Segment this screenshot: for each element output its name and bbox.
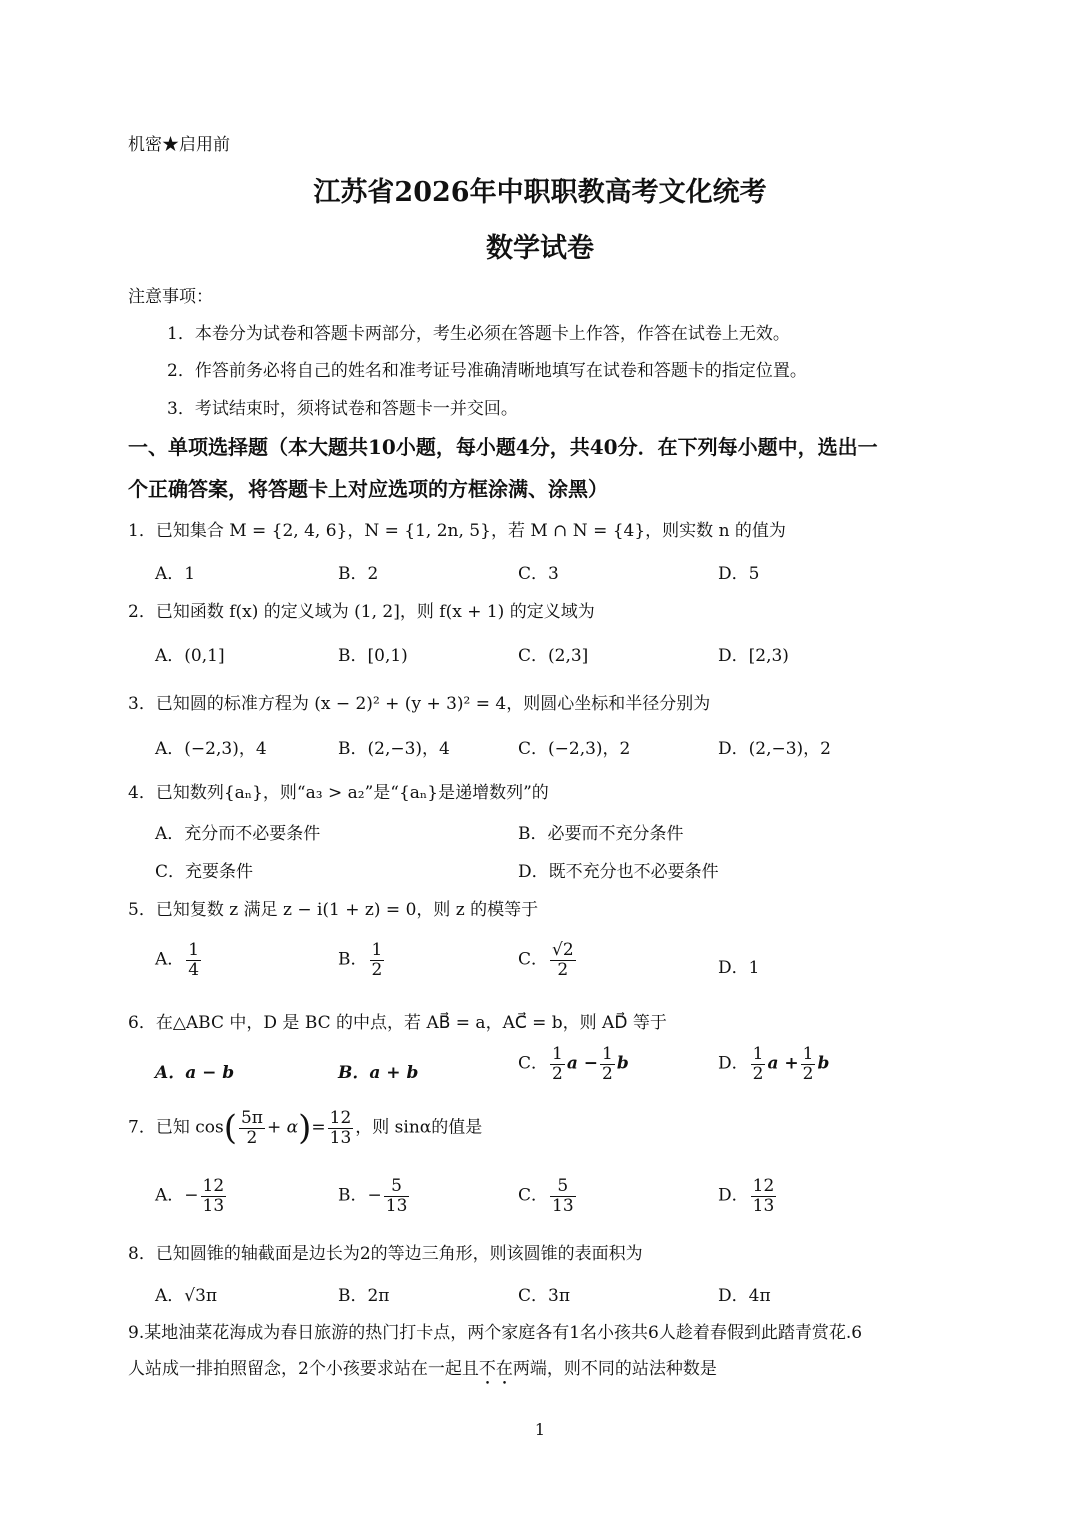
q4-option-d: D．既不充分也不必要条件 [518,862,719,882]
q8-option-b: B．2π [338,1286,390,1306]
q4-option-b: B．必要而不充分条件 [518,824,684,844]
q3-option-d: D．(2,−3)，2 [718,739,831,759]
question-2-stem: 2．已知函数 f(x) 的定义域为 (1, 2]，则 f(x + 1) 的定义域为 [128,602,595,622]
question-9-stem-line1: 9.某地油菜花海成为春日旅游的热门打卡点，两个家庭各有1名小孩共6人趁着春假到此踏青赏花.6 [128,1323,863,1343]
q5-option-d: D．1 [718,958,760,978]
question-4-stem: 4．已知数列{aₙ}，则“a₃ > a₂”是“{aₙ}是递增数列”的 [128,783,549,803]
question-1-stem: 1．已知集合 M = {2, 4, 6}，N = {1, 2n, 5}，若 M ∩ N = {4}，则实数 n 的值为 [128,521,786,541]
q6-option-d: D． $\frac{1}{2}$ a + $\frac{1}{2}$ b [718,1044,830,1084]
q7-option-d: D． $\frac{12}{13}$ [718,1176,775,1216]
q5-option-c: C． $\frac{√2}{2}$ [518,940,574,980]
q8-option-a: A．√3π [155,1286,218,1306]
question-9-stem-line2: 人站成一排拍照留念，2个小孩要求站在一起且不在两端，则不同的站法种数是 [128,1359,717,1379]
question-3-stem: 3．已知圆的标准方程为 (x − 2)² + (y + 3)² = 4，则圆心坐标和半径分别为 [128,694,711,714]
q4-option-c: C．充要条件 [155,862,254,882]
question-8-stem: 8．已知圆锥的轴截面是边长为2的等边三角形，则该圆锥的表面积为 [128,1244,643,1264]
q1-option-b: B．2 [338,564,379,584]
page-number: 1 [534,1420,546,1439]
note-item: 3．考试结束时，须将试卷和答题卡一并交回。 [167,399,518,419]
q2-option-b: B．[0,1) [338,646,408,666]
q7-option-c: C． $\frac{5}{13}$ [518,1176,574,1216]
q2-option-a: A．(0,1] [155,646,225,666]
q6-option-a: A．a − b [155,1063,235,1083]
q4-option-a: A．充分而不必要条件 [155,824,321,844]
q3-option-a: A．(−2,3)，4 [155,739,267,759]
exam-title: 江苏省2026年中职职教高考文化统考 [313,177,767,208]
question-6-stem: 6．在△ABC 中，D 是 BC 的中点，若 AB⃗ = a，AC⃗ = b，则 AD⃗ 等于 [128,1013,667,1033]
q2-option-d: D．[2,3) [718,646,789,666]
confidential-mark: 机密★启用前 [128,135,230,155]
q8-option-c: C．3π [518,1286,570,1306]
q6-option-b: B．a + b [338,1063,419,1083]
section-heading-line2: 个正确答案，将答题卡上对应选项的方框涂满、涂黑） [128,477,608,501]
q3-option-b: B．(2,−3)，4 [338,739,450,759]
q3-option-c: C．(−2,3)，2 [518,739,631,759]
q1-option-a: A．1 [155,564,196,584]
note-item: 2．作答前务必将自己的姓名和准考证号准确清晰地填写在试卷和答题卡的指定位置。 [167,361,807,381]
notes-heading: 注意事项： [128,287,213,307]
q5-option-b: B． $\frac{1}{2}$ [338,940,383,980]
q6-option-c: C． $\frac{1}{2}$ a − $\frac{1}{2}$ b [518,1044,629,1084]
q2-option-c: C．(2,3] [518,646,589,666]
q7-option-a: A．− $\frac{12}{13}$ [155,1176,225,1216]
note-item: 1．本卷分为试卷和答题卡两部分，考生必须在答题卡上作答，作答在试卷上无效。 [167,324,790,344]
q1-option-c: C．3 [518,564,559,584]
question-7-stem: 7．已知 cos( $\frac{5\pi}{2}$ + α)= $\frac{12}{13}$ ，则 sinα的值是 [128,1107,483,1148]
section-heading-line1: 一、单项选择题（本大题共10小题，每小题4分，共40分．在下列每小题中，选出一 [128,435,878,459]
q1-option-d: D．5 [718,564,760,584]
q8-option-d: D．4π [718,1286,771,1306]
question-5-stem: 5．已知复数 z 满足 z − i(1 + z) = 0，则 z 的模等于 [128,900,539,920]
q5-option-a: A． $\frac{1}{4}$ [155,940,200,980]
exam-subtitle: 数学试卷 [486,233,594,264]
q7-option-b: B．− $\frac{5}{13}$ [338,1176,408,1216]
